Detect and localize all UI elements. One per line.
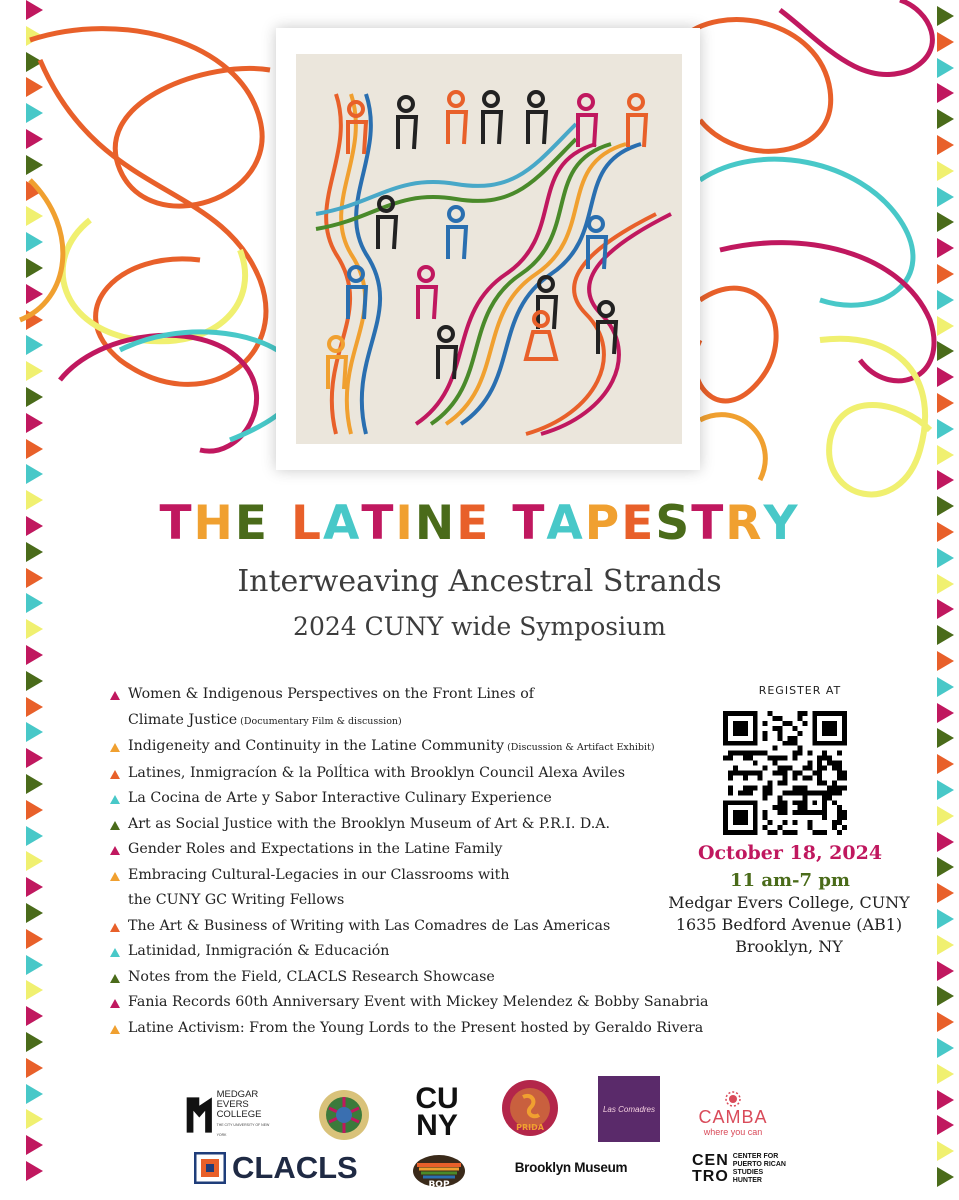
centro-name-2: TRO xyxy=(692,1168,729,1185)
prida-text: PRIDA xyxy=(516,1123,544,1132)
border-triangle-icon xyxy=(26,645,43,665)
session-item xyxy=(108,863,748,914)
border-triangle-icon xyxy=(26,955,43,975)
border-triangle-icon xyxy=(937,780,954,800)
session-item xyxy=(108,682,748,734)
triangle-bullet-icon xyxy=(110,923,120,932)
centro-line-4: HUNTER xyxy=(732,1177,762,1184)
border-triangle-icon xyxy=(26,980,43,1000)
border-triangle-icon xyxy=(937,728,954,748)
event-date: October 18, 2024 xyxy=(697,842,883,864)
session-item xyxy=(108,990,748,1016)
border-triangle-icon xyxy=(937,883,954,903)
centro-line-3: STUDIES xyxy=(732,1169,764,1176)
border-triangle-icon xyxy=(937,1064,954,1084)
triangle-bullet-icon xyxy=(110,1025,120,1034)
border-triangle-icon xyxy=(937,677,954,697)
centro-name-1: CEN xyxy=(692,1152,729,1169)
session-title-continued: the CUNY GC Writing Fellows xyxy=(128,892,345,908)
triangle-bullet-icon xyxy=(110,691,120,700)
venue-line-1: Medgar Evers College, CUNY xyxy=(668,893,910,912)
title-letter: T xyxy=(512,496,547,551)
border-triangle-icon xyxy=(26,1161,43,1181)
border-triangle-icon xyxy=(937,1038,954,1058)
border-triangle-icon xyxy=(26,1058,43,1078)
event-time: 11 am-7 pm xyxy=(730,870,850,891)
session-title: Fania Records 60th Anniversary Event with Mickey Melendez & Bobby Sanabria xyxy=(128,994,709,1010)
camba-logo xyxy=(696,1086,770,1142)
border-triangle-icon xyxy=(937,651,954,671)
title-letter: H xyxy=(193,496,235,551)
border-triangle-icon xyxy=(937,703,954,723)
border-triangle-icon xyxy=(26,748,43,768)
border-triangle-icon xyxy=(937,857,954,877)
camba-sun-icon xyxy=(725,1091,741,1107)
session-note: (Discussion & Artifact Exhibit) xyxy=(504,742,655,753)
border-triangle-icon xyxy=(26,671,43,691)
centro-logo xyxy=(692,1148,788,1190)
session-item xyxy=(108,812,748,838)
triangle-bullet-icon xyxy=(110,821,120,830)
title-letter: T xyxy=(361,496,396,551)
session-item xyxy=(108,1016,748,1042)
session-title: Latinidad, Inmigración & Educación xyxy=(128,943,390,959)
border-triangle-icon xyxy=(26,1135,43,1155)
brooklyn-museum-text: Brooklyn Museum xyxy=(514,1159,628,1175)
title-letter: A xyxy=(546,496,585,551)
prida-seal-icon xyxy=(501,1079,559,1137)
title-letter: S xyxy=(655,496,692,551)
clacls-emblem-icon xyxy=(194,1152,226,1184)
flags-seal-icon xyxy=(317,1088,371,1142)
session-title: La Cocina de Arte y Sabor Interactive Culinary Experience xyxy=(128,790,552,806)
triangle-bullet-icon xyxy=(110,743,120,752)
border-triangle-icon xyxy=(937,1012,954,1032)
border-triangle-icon xyxy=(26,929,43,949)
cuny-wordmark xyxy=(408,1082,466,1142)
border-triangle-icon xyxy=(937,1141,954,1161)
session-title: The Art & Business of Writing with Las Comadres de Las Americas xyxy=(128,917,611,934)
title-space xyxy=(269,498,291,550)
title-letter: T xyxy=(691,496,726,551)
border-triangle-icon xyxy=(26,697,43,717)
title-space xyxy=(490,498,512,550)
session-title-continued: Climate Justice (Documentary Film & discussion) xyxy=(128,711,402,728)
title-letter: E xyxy=(234,496,269,551)
title-letter: L xyxy=(291,496,323,551)
camba-tagline: where you can xyxy=(703,1127,763,1137)
centro-subtext xyxy=(733,1153,786,1185)
border-triangle-icon xyxy=(26,800,43,820)
tapestry-artwork xyxy=(296,54,682,444)
medgar-evers-emblem-icon xyxy=(185,1090,214,1140)
border-triangle-icon xyxy=(26,722,43,742)
border-triangle-icon xyxy=(26,903,43,923)
bop-logo xyxy=(410,1146,468,1190)
border-triangle-icon xyxy=(937,935,954,955)
bop-badge-icon xyxy=(411,1147,467,1189)
triangle-bullet-icon xyxy=(110,846,120,855)
las-comadres-logo xyxy=(598,1076,660,1142)
border-triangle-icon xyxy=(26,851,43,871)
border-triangle-icon xyxy=(937,1167,954,1187)
triangle-bullet-icon xyxy=(110,999,120,1008)
session-item xyxy=(108,761,748,787)
title-letter: I xyxy=(395,496,415,551)
prida-logo xyxy=(501,1078,559,1138)
medgar-line-4: THE CITY UNIVERSITY OF NEW YORK xyxy=(216,1123,270,1137)
triangle-bullet-icon xyxy=(110,948,120,957)
border-triangle-icon xyxy=(26,826,43,846)
medgar-evers-logo xyxy=(185,1088,270,1142)
symposium-label: 2024 CUNY wide Symposium xyxy=(293,612,666,641)
border-triangle-icon xyxy=(937,1115,954,1135)
camba-name: CAMBA xyxy=(698,1107,768,1127)
border-triangle-icon xyxy=(26,1032,43,1052)
session-title: Latines, Inmigracíon & la Polĺtica with Brooklyn Council Alexa Aviles xyxy=(128,764,625,781)
title-letter: Y xyxy=(763,496,800,551)
register-label: REGISTER AT xyxy=(758,684,842,697)
event-title xyxy=(0,498,959,550)
session-title: Gender Roles and Expectations in the Latine Family xyxy=(128,841,503,857)
title-letter: T xyxy=(159,496,194,551)
session-item xyxy=(108,734,748,761)
border-triangle-icon xyxy=(26,1006,43,1026)
medgar-line-1: MEDGAR xyxy=(216,1089,259,1100)
oas-seal-logo xyxy=(317,1088,371,1142)
venue-line-3: Brooklyn, NY xyxy=(735,937,843,956)
centro-line-1: CENTER FOR xyxy=(732,1153,779,1160)
title-letter: A xyxy=(322,496,362,551)
comadres-text: Las Comadres xyxy=(602,1104,656,1114)
cuny-text: CUNY xyxy=(415,1082,459,1142)
triangle-bullet-icon xyxy=(110,770,120,779)
session-title: Art as Social Justice with the Brooklyn Museum of Art & P.R.I. D.A. xyxy=(128,815,611,832)
session-title: Women & Indigenous Perspectives on the Front Lines of xyxy=(128,686,534,702)
people-lines-illustration xyxy=(296,54,682,444)
medgar-line-2: EVERS xyxy=(216,1099,249,1110)
title-letter: R xyxy=(725,496,764,551)
session-item xyxy=(108,914,748,940)
border-triangle-icon xyxy=(937,961,954,981)
centro-line-2: PUERTO RICAN xyxy=(732,1161,786,1168)
session-note: (Documentary Film & discussion) xyxy=(237,715,402,727)
registration-qr-code[interactable] xyxy=(723,711,847,835)
session-item xyxy=(108,786,748,812)
session-title: Notes from the Field, CLACLS Research Showcase xyxy=(128,968,495,985)
triangle-bullet-icon xyxy=(110,872,120,881)
brooklyn-museum-logo xyxy=(510,1156,632,1178)
clacls-logo xyxy=(194,1148,359,1188)
border-triangle-icon xyxy=(26,877,43,897)
border-triangle-icon xyxy=(26,1109,43,1129)
border-triangle-icon xyxy=(26,1084,43,1104)
venue-line-2: 1635 Bedford Avenue (AB1) xyxy=(675,915,903,934)
border-triangle-icon xyxy=(937,986,954,1006)
border-triangle-icon xyxy=(937,909,954,929)
event-subtitle: Interweaving Ancestral Strands xyxy=(237,564,722,599)
title-letter: E xyxy=(621,496,656,551)
session-title: Latine Activism: From the Young Lords to the Present hosted by Geraldo Rivera xyxy=(128,1019,704,1036)
triangle-bullet-icon xyxy=(110,795,120,804)
session-item xyxy=(108,939,748,965)
session-title: Embracing Cultural-Legacies in our Classrooms with xyxy=(128,866,510,883)
title-letter: P xyxy=(584,496,622,551)
title-letter: E xyxy=(456,496,491,551)
border-triangle-icon xyxy=(937,1090,954,1110)
title-letter: N xyxy=(414,496,457,551)
session-item xyxy=(108,965,748,991)
border-triangle-icon xyxy=(937,806,954,826)
bop-text: BOP xyxy=(428,1180,450,1189)
border-triangle-icon xyxy=(26,774,43,794)
sessions-list xyxy=(108,682,748,1041)
border-triangle-icon xyxy=(937,832,954,852)
centro-wordmark xyxy=(692,1153,729,1185)
medgar-line-3: COLLEGE xyxy=(216,1109,262,1120)
triangle-bullet-icon xyxy=(110,974,120,983)
border-triangle-icon xyxy=(937,754,954,774)
clacls-text: CLACLS xyxy=(232,1150,358,1185)
cuny-logo xyxy=(408,1082,466,1142)
event-venue xyxy=(664,892,914,958)
session-title: Indigeneity and Continuity in the Latine Community xyxy=(128,738,505,754)
session-item xyxy=(108,837,748,863)
